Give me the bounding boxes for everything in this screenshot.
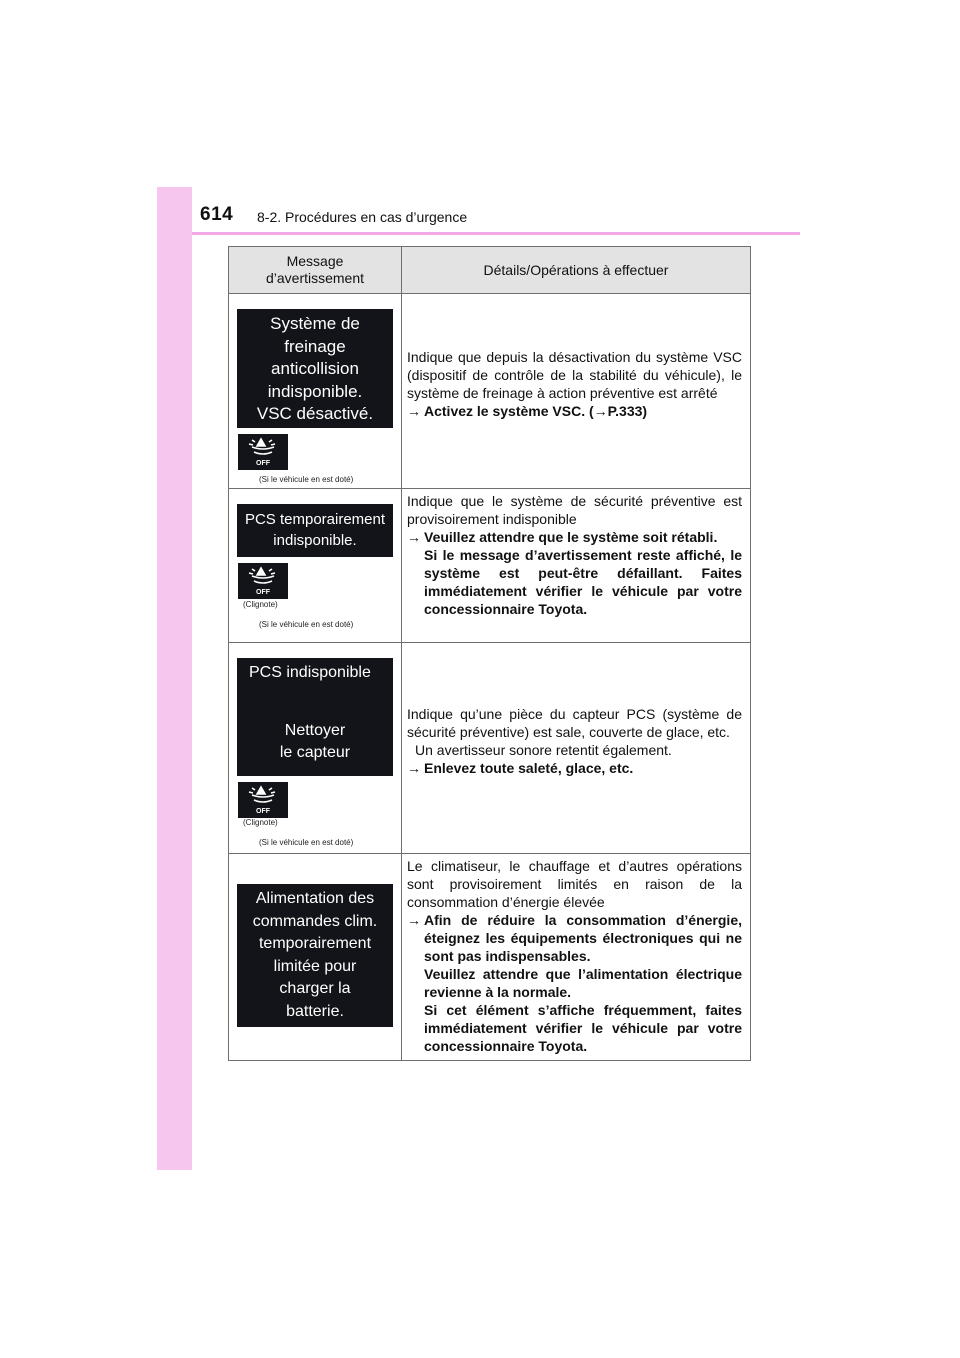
pcs-off-icon	[238, 782, 288, 818]
description-note: Un avertisseur sonore retentit également.	[415, 742, 672, 758]
action-item	[407, 911, 742, 965]
equipment-note: (Si le véhicule en est doté)	[259, 475, 354, 484]
table-row	[229, 294, 750, 489]
section-tab-bar	[157, 187, 192, 1170]
action-item	[407, 528, 742, 546]
blink-note: (Clignote)	[243, 600, 278, 609]
description-text: Le climatiseur, le chauffage et d’autres opérations sont provisoirement limités en raison de la consommation d’énergie élevée	[407, 858, 742, 910]
arrow-icon: →	[407, 912, 421, 928]
row-description	[407, 348, 742, 420]
screen-line: VSC désactivé.	[256, 404, 374, 423]
screen-line: freinage	[284, 336, 346, 356]
blink-note: (Clignote)	[243, 818, 278, 827]
action-text: Enlevez toute saleté, glace, etc.	[424, 760, 634, 776]
action-text: Veuillez attendre que le système soit rétabli.	[424, 529, 718, 545]
screen-line: PCS temporairement	[244, 511, 386, 528]
pcs-off-icon	[238, 563, 288, 599]
action-item	[407, 759, 742, 777]
screen-line: temporairement	[258, 935, 372, 953]
action-text: Activez le système VSC. (→P.333)	[424, 403, 648, 419]
description-text: Indique qu’une pièce du capteur PCS (système de sécurité préventive) est sale, couverte de glace, etc.	[407, 706, 742, 740]
warning-display-screen	[237, 504, 393, 557]
column-header-message: Message d’avertissement	[265, 253, 365, 286]
icon-off-label: OFF	[256, 460, 270, 467]
header-rule	[192, 232, 800, 235]
screen-line: indisponible.	[273, 532, 357, 549]
screen-line: le capteur	[279, 744, 351, 761]
table-header-row	[229, 247, 750, 294]
screen-line: Nettoyer	[284, 722, 346, 739]
screen-line: batterie.	[286, 1002, 344, 1020]
action-followup: Si cet élément s’affiche fréquemment, faites immédiatement vérifier le véhicule par votre concessionnaire Toyota.	[424, 1002, 742, 1054]
page-number: 614	[200, 204, 234, 225]
row-description	[407, 492, 742, 618]
arrow-icon: →	[407, 403, 421, 419]
section-title: 8-2. Procédures en cas d’urgence	[257, 209, 468, 225]
row-description	[407, 705, 742, 777]
screen-line: commandes clim.	[252, 912, 378, 930]
action-followup: Veuillez attendre que l’alimentation électrique revienne à la normale.	[424, 966, 742, 1000]
screen-line: anticollision	[271, 359, 359, 378]
screen-line: Système de	[270, 314, 360, 333]
equipment-note: (Si le véhicule en est doté)	[259, 838, 354, 847]
table-row	[229, 854, 750, 1061]
table-row	[229, 489, 750, 643]
action-item	[407, 402, 742, 420]
warning-display-screen	[237, 658, 393, 776]
screen-line: limitée pour	[273, 957, 357, 975]
equipment-note: (Si le véhicule en est doté)	[259, 620, 354, 629]
warning-display-screen	[237, 884, 393, 1027]
row-description	[407, 857, 742, 1055]
arrow-icon: →	[407, 529, 421, 545]
screen-line: indisponible.	[267, 381, 363, 401]
action-followup: Si le message d’avertissement reste affiché, le système est peut-être défaillant. Faites immédiatement vérifier le véhicule par votre concessionnaire Toyota.	[424, 547, 742, 617]
action-text: Afin de réduire la consommation d’énergie, éteignez les équipements électroniques qui ne sont pas indispensables.	[424, 912, 742, 964]
warning-message-table	[228, 246, 751, 1061]
screen-line: charger la	[279, 980, 351, 998]
icon-off-label: OFF	[256, 589, 270, 596]
screen-line: Alimentation des	[255, 890, 375, 907]
icon-off-label: OFF	[256, 808, 270, 815]
column-header-details: Détails/Opérations à effectuer	[483, 261, 669, 278]
table-row	[229, 643, 750, 854]
warning-display-screen	[237, 309, 393, 428]
arrow-icon: →	[407, 760, 421, 776]
screen-line: PCS indisponible	[249, 664, 371, 681]
description-text: Indique que le système de sécurité préventive est provisoirement indisponible	[407, 493, 742, 527]
description-text: Indique que depuis la désactivation du système VSC (dispositif de contrôle de la stabilité du véhicule), le système de freinage à action préventive est arrêté	[407, 349, 742, 401]
pcs-off-icon	[238, 434, 288, 470]
